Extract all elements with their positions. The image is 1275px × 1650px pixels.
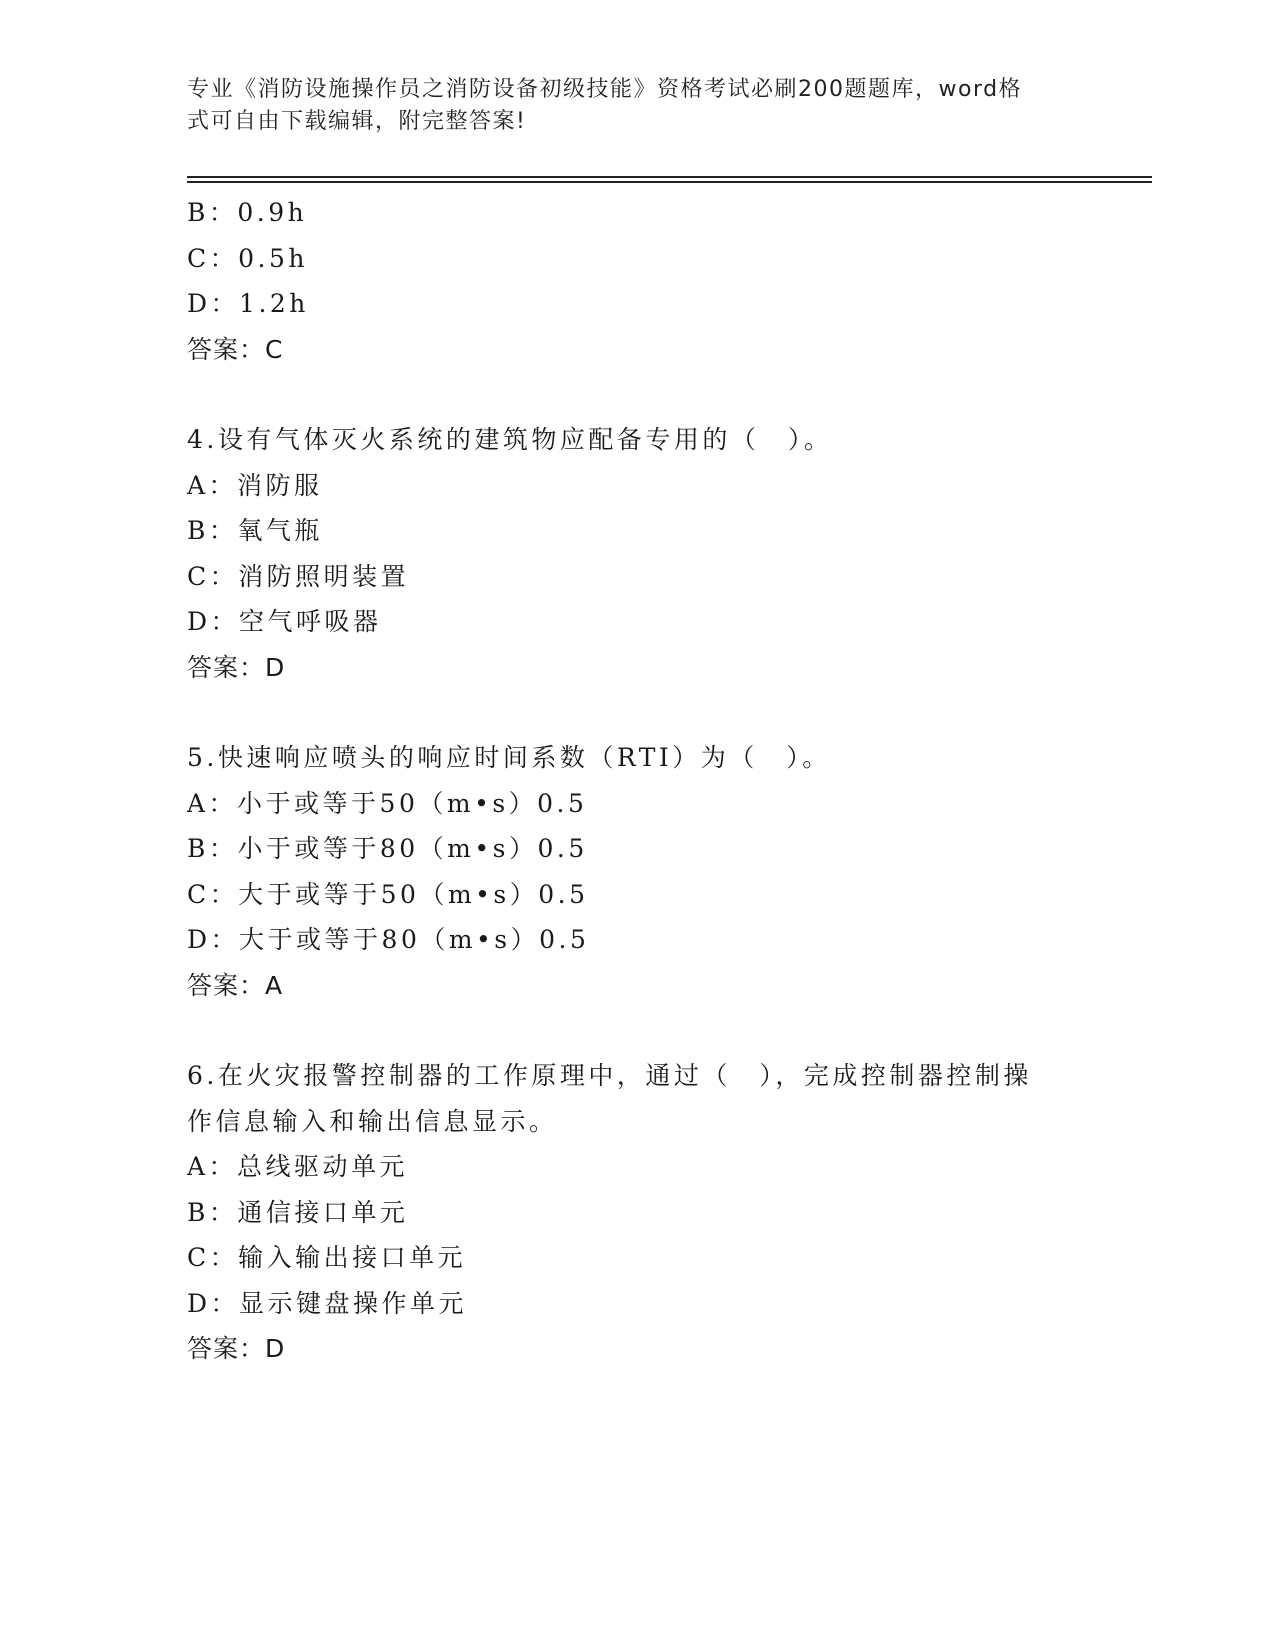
q4-option-a: A：消防服 bbox=[187, 470, 323, 500]
q3-option-c: C：0.5h bbox=[187, 243, 308, 273]
q6-option-d: D：显示键盘操作单元 bbox=[187, 1288, 468, 1318]
document-header bbox=[187, 74, 1067, 138]
question-3 bbox=[187, 190, 1077, 372]
header-rule-bottom bbox=[187, 181, 1152, 183]
spacer bbox=[187, 1008, 1077, 1053]
question-6 bbox=[187, 1053, 1077, 1372]
q5-option-a: A：小于或等于50（m•s）0.5 bbox=[187, 788, 588, 818]
q3-answer: 答案：C bbox=[187, 334, 284, 364]
q5-option-d: D：大于或等于80（m•s）0.5 bbox=[187, 925, 590, 954]
spacer bbox=[187, 690, 1077, 735]
question-list bbox=[187, 190, 1077, 1372]
header-line-1: 专业《消防设施操作员之消防设备初级技能》资格考试必刷200题题库，word格 bbox=[187, 77, 1023, 102]
q3-option-b: B：0.9h bbox=[187, 198, 308, 227]
header-rule-top bbox=[187, 176, 1152, 178]
q5-option-b: B：小于或等于80（m•s）0.5 bbox=[187, 834, 588, 863]
q4-option-d: D：空气呼吸器 bbox=[187, 607, 382, 636]
q4-question-text: 4.设有气体灭火系统的建筑物应配备专用的（ ）。 bbox=[187, 425, 833, 454]
q5-question-text: 5.快速响应喷头的响应时间系数（RTI）为（ ）。 bbox=[187, 743, 831, 772]
q4-option-b: B：氧气瓶 bbox=[187, 516, 323, 545]
question-5 bbox=[187, 735, 1077, 1008]
q4-option-c: C：消防照明装置 bbox=[187, 561, 410, 591]
q4-answer: 答案：D bbox=[187, 652, 286, 682]
header-line-2: 式可自由下载编辑，附完整答案! bbox=[187, 109, 527, 134]
q3-option-d: D：1.2h bbox=[187, 289, 309, 318]
q5-option-c: C：大于或等于50（m•s）0.5 bbox=[187, 879, 589, 909]
q6-answer: 答案：D bbox=[187, 1334, 286, 1363]
q5-answer: 答案：A bbox=[187, 970, 284, 1000]
q6-question-text-line-1: 6.在火灾报警控制器的工作原理中，通过（ ），完成控制器控制操 bbox=[187, 1061, 1032, 1090]
spacer bbox=[187, 372, 1077, 417]
q6-question-text-line-2: 作信息输入和输出信息显示。 bbox=[187, 1106, 558, 1136]
q6-option-b: B：通信接口单元 bbox=[187, 1197, 409, 1227]
q6-option-a: A：总线驱动单元 bbox=[187, 1152, 409, 1181]
q6-option-c: C：输入输出接口单元 bbox=[187, 1243, 467, 1272]
question-4 bbox=[187, 417, 1077, 690]
